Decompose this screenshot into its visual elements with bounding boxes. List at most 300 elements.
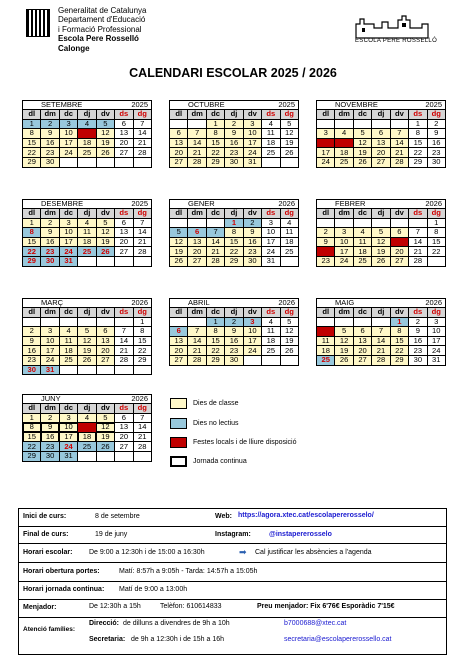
web-label: Web: (215, 513, 232, 520)
day-cell: 23 (243, 247, 261, 257)
day-cell: 18 (335, 148, 353, 158)
day-cell: 16 (317, 247, 335, 257)
day-cell (59, 157, 77, 167)
generalitat-logo (26, 9, 50, 37)
day-cell: 21 (390, 148, 408, 158)
month-name: MARÇ (41, 298, 64, 307)
day-cell: 8 (23, 129, 41, 139)
day-cell: 18 (262, 138, 280, 148)
weekday-header: dg (427, 308, 445, 318)
weekday-header: dc (206, 209, 224, 219)
day-cell: 24 (427, 346, 445, 356)
month-name: NOVEMBRE (335, 100, 378, 109)
month-name: ABRIL (188, 298, 210, 307)
day-cell: 28 (133, 442, 151, 452)
day-cell: 4 (262, 317, 280, 327)
day-cell (353, 317, 371, 327)
secretary-email[interactable]: secretaria@escolapererossello.cat (284, 636, 392, 643)
legend-swatch (170, 456, 187, 467)
day-cell: 11 (78, 423, 96, 433)
day-cell: 13 (390, 237, 408, 247)
day-cell: 1 (206, 317, 224, 327)
month-header (22, 100, 152, 109)
weekday-header: dj (372, 209, 390, 219)
day-cell: 8 (133, 327, 151, 337)
institution-header (58, 6, 147, 53)
day-cell: 24 (335, 256, 353, 266)
weekday-header: ds (409, 110, 427, 120)
day-cell: 24 (59, 442, 77, 452)
day-cell: 5 (96, 119, 114, 129)
day-cell: 13 (188, 237, 206, 247)
legend-swatch (170, 418, 187, 429)
month-year: 2026 (131, 394, 148, 403)
weekday-header: dj (225, 110, 243, 120)
weekday-header: ds (115, 209, 133, 219)
weekday-header: ds (115, 404, 133, 414)
day-cell: 9 (225, 129, 243, 139)
day-cell: 24 (59, 247, 77, 257)
day-cell: 21 (133, 237, 151, 247)
legend-item (170, 437, 297, 448)
day-cell: 31 (427, 355, 445, 365)
day-cell: 15 (133, 336, 151, 346)
day-cell (262, 355, 280, 365)
legend-swatch (170, 437, 187, 448)
day-cell: 18 (317, 346, 335, 356)
day-cell: 29 (133, 355, 151, 365)
day-cell: 22 (206, 148, 224, 158)
day-cell: 27 (372, 157, 390, 167)
day-cell: 24 (41, 355, 59, 365)
gov-line: Escola Pere Rosselló (58, 34, 139, 44)
day-cell: 24 (243, 148, 261, 158)
day-cell: 3 (243, 317, 261, 327)
day-cell: 25 (280, 247, 298, 257)
day-cell: 11 (262, 129, 280, 139)
month-name: GENER (188, 199, 215, 208)
day-cell: 16 (23, 346, 41, 356)
day-cell: 8 (390, 327, 408, 337)
day-cell: 18 (78, 432, 96, 442)
legend-item (170, 398, 239, 409)
day-cell (96, 317, 114, 327)
day-cell (427, 256, 445, 266)
day-cell: 11 (280, 228, 298, 238)
day-cell: 13 (115, 129, 133, 139)
weekday-header: dg (427, 110, 445, 120)
day-cell (280, 256, 298, 266)
weekday-header: dj (225, 209, 243, 219)
day-cell: 12 (280, 327, 298, 337)
day-cell (372, 317, 390, 327)
day-cell: 27 (96, 355, 114, 365)
weekday-header: dl (317, 110, 335, 120)
day-cell: 8 (409, 129, 427, 139)
month-header (169, 199, 299, 208)
day-cell: 6 (170, 327, 188, 337)
month-3 (22, 199, 152, 267)
day-cell: 19 (96, 237, 114, 247)
direction-label: Direcció: (89, 620, 119, 627)
day-cell: 20 (96, 346, 114, 356)
day-cell: 12 (96, 129, 114, 139)
day-cell: 10 (427, 327, 445, 337)
day-cell: 10 (243, 129, 261, 139)
day-cell: 28 (115, 355, 133, 365)
day-cell: 23 (225, 148, 243, 158)
gov-line: Calonge (58, 43, 90, 53)
day-cell: 30 (225, 355, 243, 365)
day-cell: 24 (262, 247, 280, 257)
instagram-label: Instagram: (215, 531, 251, 538)
day-cell: 3 (262, 218, 280, 228)
month-year: 2025 (131, 199, 148, 208)
day-cell: 1 (23, 218, 41, 228)
legend-label: Dies de classe (193, 400, 239, 407)
day-cell: 7 (133, 218, 151, 228)
canteen-label: Menjador: (23, 604, 57, 611)
day-cell: 22 (427, 247, 445, 257)
day-cell: 19 (280, 336, 298, 346)
day-cell: 28 (390, 157, 408, 167)
day-cell: 15 (23, 432, 41, 442)
day-cell (78, 317, 96, 327)
day-cell: 8 (427, 228, 445, 238)
day-cell: 29 (225, 256, 243, 266)
gov-line: Generalitat de Catalunya (58, 6, 147, 15)
month-name: JUNY (41, 394, 61, 403)
day-cell: 4 (317, 327, 335, 337)
weekday-header: dc (59, 404, 77, 414)
month-year: 2026 (278, 298, 295, 307)
day-cell: 1 (206, 119, 224, 129)
day-cell (280, 355, 298, 365)
day-cell: 21 (115, 346, 133, 356)
month-0 (22, 100, 152, 168)
day-cell: 1 (225, 218, 243, 228)
day-cell (115, 317, 133, 327)
weekday-header: dg (280, 308, 298, 318)
day-cell: 27 (353, 355, 371, 365)
day-cell: 11 (335, 138, 353, 148)
weekday-header: dl (23, 404, 41, 414)
day-cell: 16 (225, 138, 243, 148)
day-cell: 15 (409, 138, 427, 148)
gov-line: Departament d'Educació (58, 15, 146, 25)
day-cell: 20 (353, 346, 371, 356)
day-cell: 6 (390, 228, 408, 238)
day-cell: 30 (41, 256, 59, 266)
day-cell: 4 (59, 327, 77, 337)
day-cell: 14 (133, 228, 151, 238)
legend-label: Dies no lectius (193, 420, 239, 427)
day-cell (353, 119, 371, 129)
day-cell: 28 (133, 247, 151, 257)
day-cell: 4 (78, 218, 96, 228)
month-year: 2025 (425, 100, 442, 109)
day-cell: 18 (59, 346, 77, 356)
weekday-header: dc (353, 110, 371, 120)
day-cell: 28 (206, 256, 224, 266)
day-cell: 26 (78, 355, 96, 365)
day-cell: 28 (133, 148, 151, 158)
day-cell: 19 (335, 346, 353, 356)
weekday-header: dm (335, 209, 353, 219)
day-cell: 2 (23, 327, 41, 337)
day-cell: 7 (188, 327, 206, 337)
weekday-header: dc (59, 209, 77, 219)
start-value: 8 de setembre (95, 513, 140, 520)
day-cell: 9 (427, 129, 445, 139)
weekday-header: dl (317, 308, 335, 318)
day-cell: 15 (390, 336, 408, 346)
day-cell: 29 (409, 157, 427, 167)
day-cell (78, 256, 96, 266)
day-cell: 23 (41, 442, 59, 452)
day-cell: 13 (115, 228, 133, 238)
day-cell (59, 365, 77, 375)
day-cell: 19 (96, 432, 114, 442)
day-cell: 30 (225, 157, 243, 167)
weekday-header: dm (188, 308, 206, 318)
legend-swatch (170, 398, 187, 409)
day-cell: 24 (243, 346, 261, 356)
weekday-header: dv (96, 404, 114, 414)
day-cell: 14 (206, 237, 224, 247)
weekday-header: dc (206, 110, 224, 120)
day-cell: 17 (41, 346, 59, 356)
day-cell: 12 (280, 129, 298, 139)
day-cell: 30 (243, 256, 261, 266)
day-cell: 20 (170, 148, 188, 158)
school-caption: ESCOLA PERE ROSSELLÓ (355, 38, 438, 44)
weekday-header: dg (133, 308, 151, 318)
day-cell: 14 (409, 237, 427, 247)
day-cell: 9 (243, 228, 261, 238)
day-cell: 18 (78, 237, 96, 247)
day-cell: 7 (372, 327, 390, 337)
day-cell: 4 (262, 119, 280, 129)
weekday-header: dv (390, 209, 408, 219)
day-cell (23, 317, 41, 327)
day-cell: 28 (188, 355, 206, 365)
day-cell: 27 (170, 157, 188, 167)
weekday-header: dc (353, 308, 371, 318)
day-cell: 10 (243, 327, 261, 337)
month-8 (316, 298, 446, 366)
direction-value: de dilluns a divendres de 9h a 10h (123, 620, 230, 627)
day-cell: 6 (188, 228, 206, 238)
day-cell (353, 218, 371, 228)
day-cell: 12 (78, 336, 96, 346)
day-cell: 7 (115, 327, 133, 337)
families-label: Atenció famílies: (23, 626, 76, 633)
day-cell: 28 (188, 157, 206, 167)
canteen-price: Preu menjador: Fix 6'76€ Esporàdic 7'15€ (257, 603, 395, 610)
day-cell: 21 (188, 148, 206, 158)
day-cell: 1 (427, 218, 445, 228)
day-cell: 1 (390, 317, 408, 327)
day-cell: 1 (409, 119, 427, 129)
legend-label: Jornada continua (193, 458, 247, 465)
day-cell: 11 (78, 129, 96, 139)
day-cell: 2 (427, 119, 445, 129)
day-cell: 19 (372, 247, 390, 257)
end-value: 19 de juny (95, 531, 128, 538)
day-cell: 26 (96, 442, 114, 452)
day-cell: 10 (59, 423, 77, 433)
day-cell: 23 (427, 148, 445, 158)
day-cell (133, 451, 151, 461)
day-cell: 30 (409, 355, 427, 365)
weekday-header: dj (225, 308, 243, 318)
day-cell (390, 218, 408, 228)
weekday-header: dg (133, 404, 151, 414)
doors-label: Horari obertura portes: (23, 568, 100, 575)
weekday-header: dg (280, 110, 298, 120)
day-cell: 8 (23, 228, 41, 238)
day-cell: 2 (41, 413, 59, 423)
day-cell: 15 (23, 138, 41, 148)
day-cell (317, 317, 335, 327)
weekday-header: dm (188, 110, 206, 120)
day-cell: 5 (335, 327, 353, 337)
day-cell: 5 (280, 119, 298, 129)
day-cell: 3 (243, 119, 261, 129)
day-cell: 2 (243, 218, 261, 228)
day-cell (206, 218, 224, 228)
month-year: 2026 (131, 298, 148, 307)
day-cell: 2 (317, 228, 335, 238)
day-cell: 14 (372, 336, 390, 346)
month-9 (22, 394, 152, 462)
month-1 (169, 100, 299, 168)
day-cell: 23 (41, 148, 59, 158)
month-name: OCTUBRE (188, 100, 225, 109)
day-cell: 20 (170, 346, 188, 356)
day-cell: 14 (115, 336, 133, 346)
day-cell: 4 (78, 119, 96, 129)
day-cell: 23 (41, 247, 59, 257)
day-cell: 25 (262, 346, 280, 356)
day-cell: 8 (206, 327, 224, 337)
weekday-header: dj (78, 308, 96, 318)
hours-label: Horari escolar: (23, 549, 73, 556)
day-cell (188, 218, 206, 228)
day-cell: 27 (115, 247, 133, 257)
day-cell: 10 (335, 237, 353, 247)
weekday-header: dv (243, 308, 261, 318)
legend-item (170, 418, 239, 429)
legend-item (170, 456, 247, 467)
day-cell: 28 (409, 256, 427, 266)
month-year: 2026 (425, 199, 442, 208)
weekday-header: ds (409, 308, 427, 318)
day-cell: 7 (390, 129, 408, 139)
day-cell: 25 (353, 256, 371, 266)
day-cell: 18 (280, 237, 298, 247)
day-cell: 3 (59, 413, 77, 423)
month-header (22, 298, 152, 307)
day-cell: 6 (372, 129, 390, 139)
day-cell: 29 (23, 451, 41, 461)
day-cell: 6 (115, 413, 133, 423)
weekday-header: dl (23, 110, 41, 120)
day-cell: 16 (225, 336, 243, 346)
month-name: SETEMBRE (41, 100, 83, 109)
day-cell: 14 (390, 138, 408, 148)
day-cell: 13 (372, 138, 390, 148)
day-cell: 27 (115, 442, 133, 452)
day-cell: 11 (262, 327, 280, 337)
weekday-header: dm (41, 110, 59, 120)
direction-email[interactable]: b7000688@xtec.cat (284, 620, 347, 627)
day-cell: 19 (170, 247, 188, 257)
day-cell: 16 (41, 432, 59, 442)
day-cell (133, 157, 151, 167)
day-cell: 8 (206, 129, 224, 139)
day-cell (335, 119, 353, 129)
month-header (169, 298, 299, 307)
weekday-header: dc (59, 110, 77, 120)
day-cell: 18 (78, 138, 96, 148)
day-cell (335, 317, 353, 327)
day-cell: 1 (23, 119, 41, 129)
day-cell: 12 (335, 336, 353, 346)
web-link[interactable]: https://agora.xtec.cat/escolapererosselo/ (238, 512, 374, 519)
weekday-header: dl (170, 308, 188, 318)
day-cell: 6 (96, 327, 114, 337)
instagram-link[interactable]: @instapererosselo (269, 531, 332, 538)
day-cell: 10 (262, 228, 280, 238)
day-cell: 2 (41, 218, 59, 228)
weekday-header: dm (41, 209, 59, 219)
day-cell: 17 (59, 237, 77, 247)
day-cell: 21 (409, 247, 427, 257)
end-label: Final de curs: (23, 531, 69, 538)
weekday-header: ds (262, 308, 280, 318)
weekday-header: dj (78, 209, 96, 219)
day-cell (115, 365, 133, 375)
day-cell: 19 (353, 148, 371, 158)
day-cell: 31 (59, 256, 77, 266)
day-cell (96, 451, 114, 461)
day-cell (317, 218, 335, 228)
day-cell: 21 (206, 247, 224, 257)
weekday-header: dl (23, 308, 41, 318)
day-cell: 22 (23, 247, 41, 257)
day-cell: 17 (427, 336, 445, 346)
day-cell: 5 (96, 218, 114, 228)
day-cell: 19 (96, 138, 114, 148)
day-cell (390, 119, 408, 129)
day-cell: 17 (59, 432, 77, 442)
day-cell: 16 (409, 336, 427, 346)
day-cell: 9 (41, 423, 59, 433)
month-name: MAIG (335, 298, 355, 307)
start-label: Inici de curs: (23, 513, 67, 520)
info-box (18, 508, 447, 655)
day-cell: 20 (372, 148, 390, 158)
day-cell: 2 (409, 317, 427, 327)
day-cell (59, 317, 77, 327)
weekday-header: dv (390, 308, 408, 318)
day-cell: 27 (188, 256, 206, 266)
day-cell: 12 (96, 228, 114, 238)
day-cell: 11 (59, 336, 77, 346)
day-cell: 5 (353, 129, 371, 139)
